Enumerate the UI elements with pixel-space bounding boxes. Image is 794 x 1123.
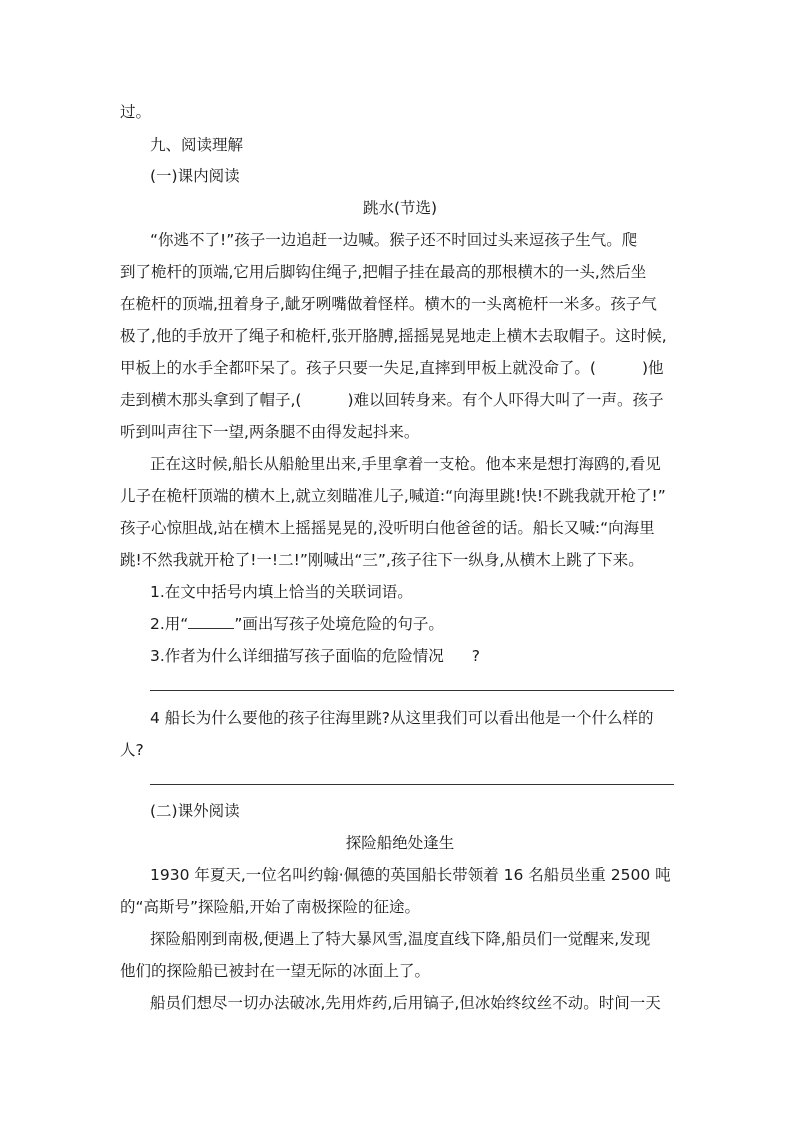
passage1-text: )他 xyxy=(641,359,664,377)
passage2-line: 1930 年夏天,一位名叫约翰·佩德的英国船长带领着 16 名船员坐重 2500 吨 xyxy=(150,866,671,884)
passage1-text: )难以回转身来。有个人吓得大叫了一声。孩子 xyxy=(347,391,664,409)
question-text: 3.作者为什么详细描写孩子面临的危险情况 xyxy=(150,647,444,665)
underline-sample xyxy=(188,614,234,629)
passage1-text: 走到横木那头拿到了帽子,( xyxy=(120,391,302,409)
question-3 xyxy=(150,646,680,666)
passage1-line: 正在这时候,船长从船舱里出来,手里拿着一支枪。他本来是想打海鸥的,看见 xyxy=(150,455,661,473)
passage1-line: 到了桅杆的顶端,它用后脚钩住绳子,把帽子挂在最高的那根横木的一头,然后坐 xyxy=(120,263,647,281)
passage1-line: 跳!不然我就开枪了!一!二!”刚喊出“三”,孩子往下一纵身,从横木上跳了下来。 xyxy=(120,551,644,569)
passage1-title: 跳水(节选) xyxy=(362,199,438,217)
passage1-line: 孩子心惊胆战,站在横木上摇摇晃晃的,没听明白他爸爸的话。船长又喊:“向海里 xyxy=(120,519,655,537)
passage1-text: 甲板上的水手全都吓呆了。孩子只要一失足,直摔到甲板上就没命了。( xyxy=(120,359,596,377)
continued-text: 过。 xyxy=(120,103,152,121)
part1-heading: (一)课内阅读 xyxy=(150,167,240,185)
passage2-line: 的“高斯号”探险船,开始了南极探险的征途。 xyxy=(120,898,420,916)
passage2-line: 他们的探险船已被封在一望无际的冰面上了。 xyxy=(120,962,431,980)
passage2-title: 探险船绝处逢生 xyxy=(345,834,455,852)
section-heading: 九、阅读理解 xyxy=(150,136,244,154)
part2-heading: (二)课外阅读 xyxy=(150,802,240,820)
answer-line[interactable] xyxy=(150,690,674,691)
question-text: 2.用“ xyxy=(150,615,189,633)
passage1-line: 儿子在桅杆顶端的横木上,就立刻瞄准儿子,喊道:“向海里跳!快!不跳我就开枪了!” xyxy=(120,487,666,505)
passage2-line: 探险船刚到南极,便遇上了特大暴风雪,温度直线下降,船员们一觉醒来,发现 xyxy=(150,930,651,948)
question-2 xyxy=(150,614,680,634)
passage1-line: 听到叫声往下一望,两条腿不由得发起抖来。 xyxy=(120,423,420,441)
question-text: ”画出写孩子处境危险的句子。 xyxy=(234,615,444,633)
passage1-line xyxy=(120,390,680,410)
question-1: 1.在文中括号内填上恰当的关联词语。 xyxy=(150,583,413,601)
question-4-cont: 人? xyxy=(120,741,144,759)
passage2-line: 船员们想尽一切办法破冰,先用炸药,后用镐子,但冰始终纹丝不动。时间一天 xyxy=(150,994,661,1012)
passage1-line: 极了,他的手放开了绳子和桅杆,张开胳膊,摇摇晃晃地走上横木去取帽子。这时候, xyxy=(120,327,667,345)
passage1-line: 在桅杆的顶端,扭着身子,龇牙咧嘴做着怪样。横木的一头离桅杆一米多。孩子气 xyxy=(120,295,657,313)
passage1-line xyxy=(120,358,680,378)
question-mark: ? xyxy=(471,647,481,665)
question-4: 4 船长为什么要他的孩子往海里跳?从这里我们可以看出他是一个什么样的 xyxy=(150,709,654,727)
answer-line[interactable] xyxy=(150,784,674,785)
passage1-line: “你逃不了!”孩子一边追赶一边喊。猴子还不时回过头来逗孩子生气。爬 xyxy=(150,231,638,249)
